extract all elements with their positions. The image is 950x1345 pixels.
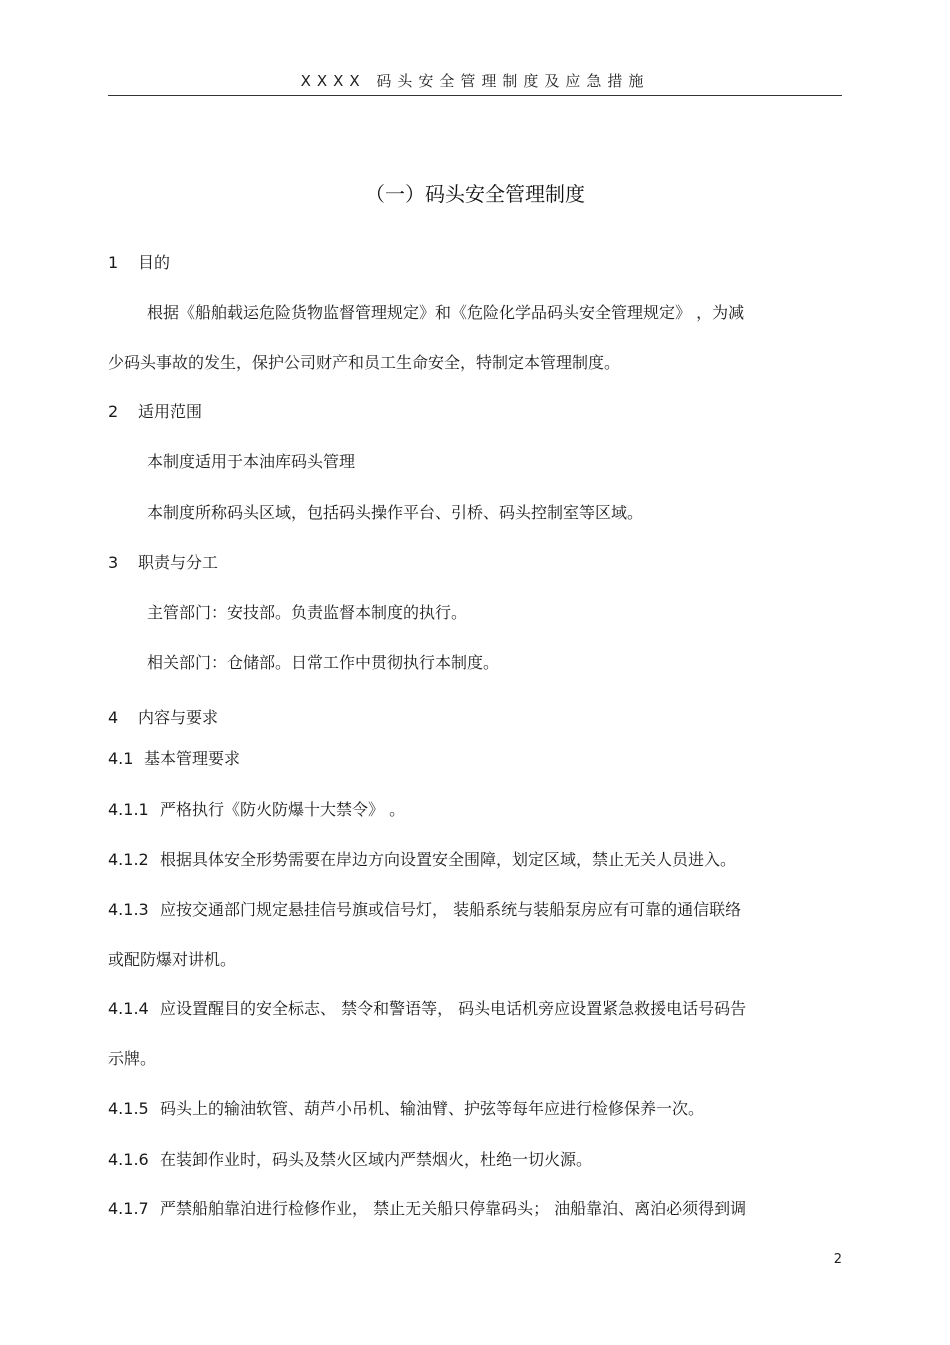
clause-number: 4.1.7	[108, 1199, 149, 1218]
clause-text: 应设置醒目的安全标志、 禁令和警语等， 码头电话机旁应设置紧急救援电话号码告	[160, 999, 747, 1018]
section-number: 1	[108, 253, 119, 272]
clause-number: 4.1.4	[108, 999, 149, 1018]
page-number: 2	[833, 1252, 842, 1267]
section-heading-text: 内容与要求	[138, 708, 219, 727]
clause-text: 码头上的输油软管、葫芦小吊机、输油臂、护弦等每年应进行检修保养一次。	[160, 1099, 705, 1118]
subsection-heading-basic	[108, 749, 842, 769]
clause-text: 严格执行《防火防爆十大禁令》 。	[160, 800, 406, 819]
clause-item	[108, 999, 842, 1019]
clause-item	[108, 1099, 842, 1119]
clause-number: 4.1.3	[108, 900, 149, 919]
paragraph-line: 主管部门：安技部。负责监督本制度的执行。	[147, 603, 468, 622]
clause-text: 应按交通部门规定悬挂信号旗或信号灯， 装船系统与装船泵房应有可靠的通信联络	[160, 900, 742, 919]
clause-number: 4.1.1	[108, 800, 149, 819]
section-heading-scope	[108, 402, 842, 422]
paragraph-line: 本制度适用于本油库码头管理	[147, 452, 356, 471]
section-heading-text: 目的	[138, 253, 171, 272]
paragraph-line: 本制度所称码头区域，包括码头操作平台、引桥、码头控制室等区域。	[147, 503, 644, 522]
section-number: 4	[108, 708, 119, 727]
clause-item	[108, 850, 842, 870]
clause-item	[108, 900, 842, 920]
section-heading-text: 适用范围	[138, 402, 203, 421]
subsection-heading-text: 基本管理要求	[144, 749, 241, 768]
document-title: （一）码头安全管理制度	[365, 182, 585, 206]
clause-item	[108, 800, 842, 820]
paragraph-line: 相关部门：仓储部。日常工作中贯彻执行本制度。	[147, 653, 500, 672]
section-number: 3	[108, 553, 119, 572]
clause-item	[108, 1150, 842, 1170]
clause-text: 在装卸作业时，码头及禁火区域内严禁烟火，杜绝一切火源。	[160, 1150, 593, 1169]
clause-continuation: 或配防爆对讲机。	[108, 950, 237, 969]
clause-number: 4.1.6	[108, 1150, 149, 1169]
paragraph-line: 少码头事故的发生，保护公司财产和员工生命安全，特制定本管理制度。	[108, 353, 621, 372]
clause-text: 严禁船舶靠泊进行检修作业， 禁止无关船只停靠码头； 油船靠泊、离泊必须得到调	[160, 1199, 747, 1218]
clause-item	[108, 1199, 842, 1219]
clause-number: 4.1.2	[108, 850, 149, 869]
subsection-number: 4.1	[108, 749, 134, 768]
paragraph-line: 根据《船舶载运危险货物监督管理规定》和《危险化学品码头安全管理规定》 ，为减	[147, 303, 745, 322]
section-heading-content	[108, 708, 842, 728]
page-header: XXXX 码头安全管理制度及应急措施	[300, 72, 650, 90]
header-rule	[108, 95, 842, 96]
section-heading-responsibilities	[108, 553, 842, 573]
section-heading-text: 职责与分工	[138, 553, 219, 572]
clause-text: 根据具体安全形势需要在岸边方向设置安全围障，划定区域，禁止无关人员进入。	[160, 850, 737, 869]
section-number: 2	[108, 402, 119, 421]
section-heading-purpose	[108, 253, 842, 273]
clause-continuation: 示牌。	[108, 1049, 157, 1068]
clause-number: 4.1.5	[108, 1099, 149, 1118]
